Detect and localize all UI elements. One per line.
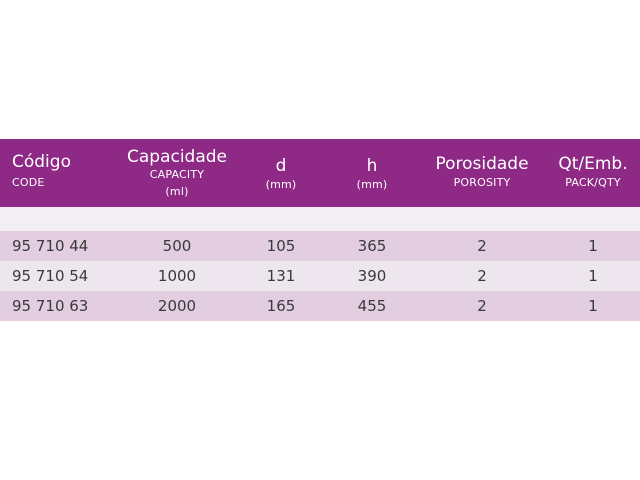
header-porosity: [418, 139, 546, 207]
header-d: [232, 139, 330, 207]
header-code: [12, 139, 122, 207]
header-capacity-title: Capacidade: [126, 147, 228, 167]
cell-capacity: 1000: [157, 267, 197, 285]
cell-d: 105: [266, 237, 296, 255]
header-d-title: d: [275, 156, 287, 176]
cell-d: 165: [266, 297, 296, 315]
cell-porosity: 2: [477, 297, 487, 315]
cell-porosity: 2: [477, 237, 487, 255]
cell-capacity: 500: [162, 237, 192, 255]
header-capacity-subtitle: CAPACITY: [149, 168, 205, 181]
cell-h: 390: [357, 267, 387, 285]
cell-code: 95 710 44: [12, 237, 89, 255]
cell-qty: 1: [588, 237, 598, 255]
table-row: [0, 231, 640, 261]
cell-qty: 1: [588, 297, 598, 315]
header-capacity: [122, 139, 232, 207]
header-d-unit: (mm): [265, 178, 297, 191]
header-qty: [546, 139, 640, 207]
header-qty-subtitle: PACK/QTY: [565, 176, 621, 189]
table-header: [0, 139, 640, 207]
cell-porosity: 2: [477, 267, 487, 285]
cell-capacity: 2000: [157, 297, 197, 315]
cell-h: 455: [357, 297, 387, 315]
cell-h: 365: [357, 237, 387, 255]
header-h-title: h: [366, 156, 378, 176]
product-table: [0, 139, 640, 321]
table-row: [0, 291, 640, 321]
header-qty-title: Qt/Emb.: [558, 154, 628, 174]
cell-code: 95 710 54: [12, 267, 89, 285]
table-row: [0, 261, 640, 291]
header-porosity-title: Porosidade: [435, 154, 529, 174]
header-h: [326, 139, 418, 207]
header-h-unit: (mm): [356, 178, 388, 191]
header-spacer: [0, 207, 640, 231]
header-capacity-unit: (ml): [165, 185, 189, 198]
cell-qty: 1: [588, 267, 598, 285]
header-code-subtitle: CODE: [12, 176, 45, 189]
cell-code: 95 710 63: [12, 297, 89, 315]
cell-d: 131: [266, 267, 296, 285]
header-code-title: Código: [12, 152, 71, 172]
header-porosity-subtitle: POROSITY: [453, 176, 511, 189]
